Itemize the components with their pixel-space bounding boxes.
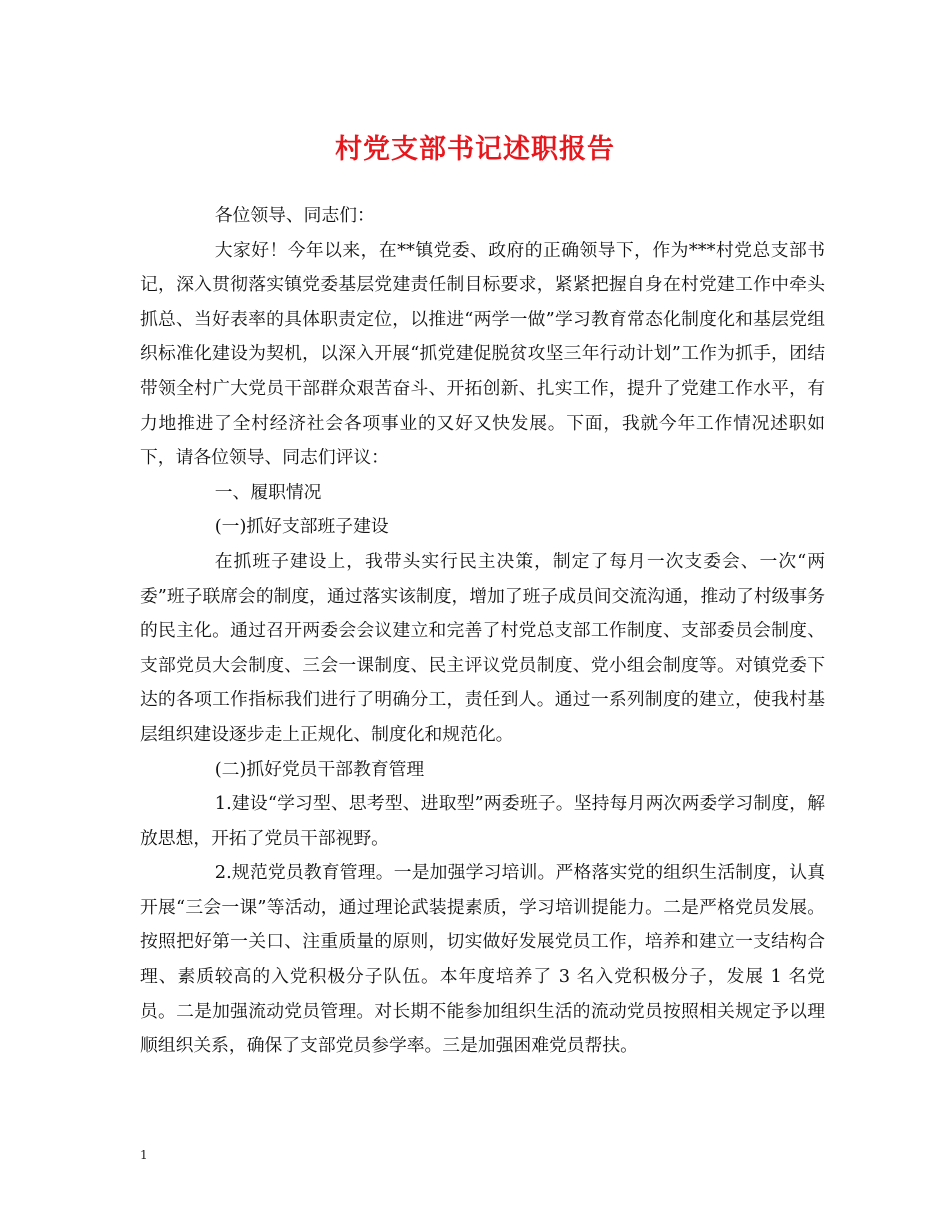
subsection-heading: (一)抓好支部班子建设 (214, 516, 389, 538)
subsection-heading: (二)抓好党员干部教育管理 (214, 758, 425, 780)
section-heading: 一、履职情况 (214, 481, 322, 503)
body-paragraph: 在抓班子建设上，我带头实行民主决策，制定了每月一次支委会、一次“两委”班子联席会的制度，通过落实该制度，增加了班子成员间交流沟通，推动了村级事务的民主化。通过召开两委会会议建立和完善了村党总支部工作制度、支部委员会制度、支部党员大会制度、三会一课制度、民主评议党员制度、党小组会制度等。对镇党委下达的各项工作指标我们进行了明确分工，责任到人。通过一系列制度的建立，使我村基层组织建设逐步走上正规化、制度化和规范化。 (140, 550, 825, 745)
document-title: 村党支部书记述职报告 (335, 134, 615, 165)
salutation-paragraph: 各位领导、同志们： (214, 205, 375, 226)
list-item-paragraph: 1.建设“学习型、思考型、进取型”两委班子。坚持每月两次两委学习制度，解放思想，开拓了党员干部视野。 (140, 793, 825, 849)
intro-paragraph: 大家好！今年以来，在**镇党委、政府的正确领导下，作为***村党总支部书记，深入贯彻落实镇党委基层党建责任制目标要求，紧紧把握自身在村党建工作中牵头抓总、当好表率的具体职责定位，以推进“两学一做”学习教育常态化制度化和基层党组织标准化建设为契机，以深入开展“抓党建促脱贫攻坚三年行动计划”工作为抓手，团结带领全村广大党员干部群众艰苦奋斗、开拓创新、扎实工作，提升了党建工作水平，有力地推进了全村经济社会各项事业的又好又快发展。下面，我就今年工作情况述职如下，请各位领导、同志们评议： (140, 239, 825, 469)
page-number: 1 (140, 1148, 148, 1162)
document-body (140, 199, 825, 1064)
list-item-paragraph: 2.规范党员教育管理。一是加强学习培训。严格落实党的组织生活制度，认真开展“三会一课”等活动，通过理论武装提素质，学习培训提能力。二是严格党员发展。按照把好第一关口、注重质量的原则，切实做好发展党员工作，培养和建立一支结构合理、素质较高的入党积极分子队伍。本年度培养了 3 名入党积极分子，发展 1 名党员。二是加强流动党员管理。对长期不能参加组织生活的流动党员按照相关规定予以理顺组织关系，确保了支部党员参学率。三是加强困难党员帮扶。 (140, 862, 825, 1057)
